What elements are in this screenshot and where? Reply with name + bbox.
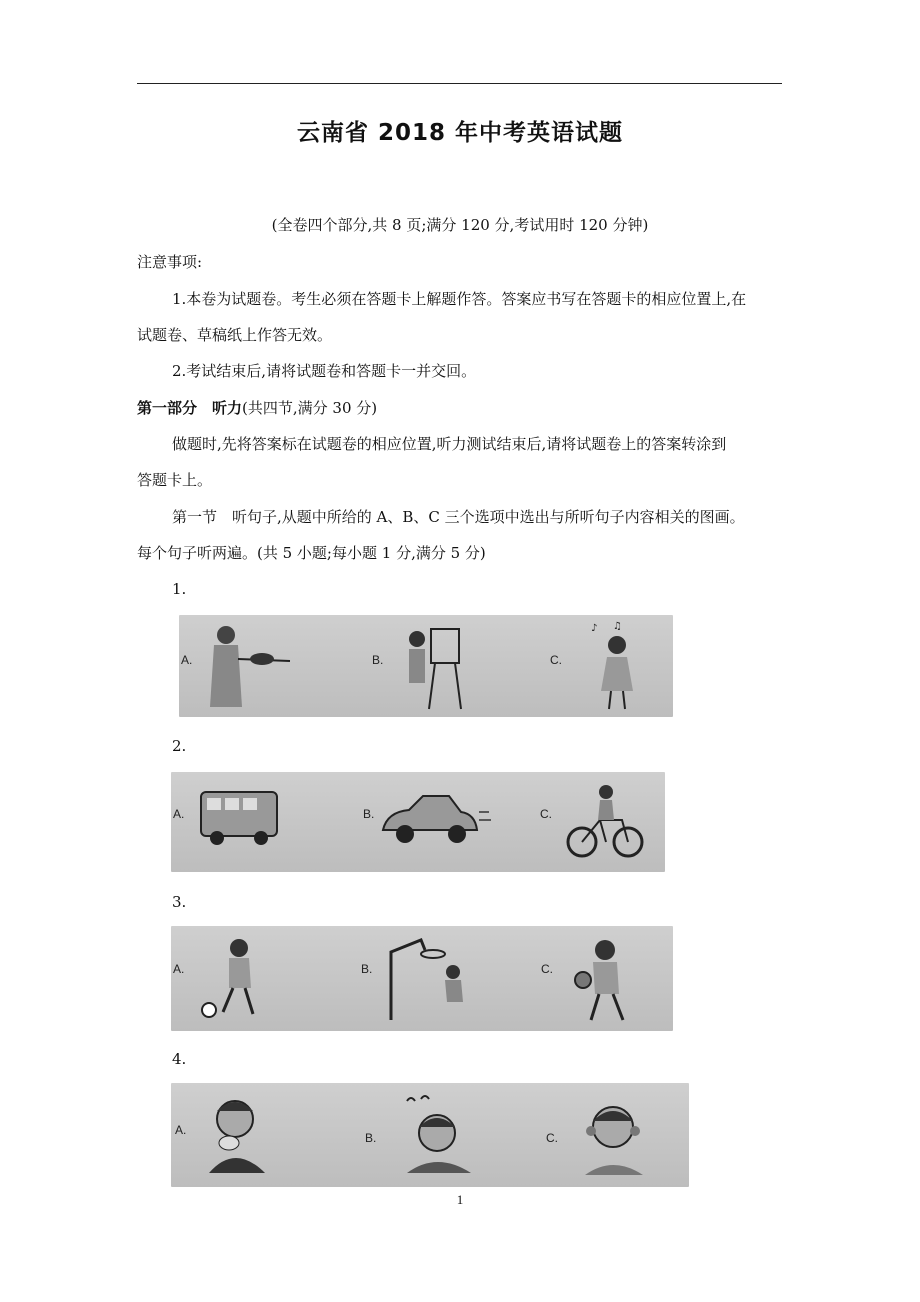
violin-girl-picture	[204, 621, 294, 713]
earache-boy-picture	[573, 1095, 653, 1177]
question-number: 1.	[172, 580, 187, 598]
section1-instructions-line-1: 第一节 听句子,从题中所给的 A、B、C 三个选项中选出与所听句子内容相关的图画。	[172, 508, 745, 526]
question-4-image-panel	[171, 1083, 689, 1187]
option-label: B.	[361, 962, 373, 976]
cough-boy-picture	[203, 1093, 273, 1175]
part1-instructions-line-2: 答题卡上。	[137, 471, 213, 489]
football-boy-picture	[199, 934, 265, 1026]
part1-score: (共四节,满分 30 分)	[242, 399, 378, 417]
exam-info: (全卷四个部分,共 8 页;满分 120 分,考试用时 120 分钟)	[271, 216, 649, 234]
option-label: A.	[181, 653, 193, 667]
question-number: 3.	[172, 893, 187, 911]
notice-item-1-line-1: 1.本卷为试题卷。考生必须在答题卡上解题作答。答案应书写在答题卡的相应位置上,在	[172, 290, 747, 308]
question-2-image-panel	[171, 772, 665, 872]
headache-man-picture	[397, 1093, 477, 1175]
notice-item-1-line-2: 试题卷、草稿纸上作答无效。	[137, 326, 333, 344]
option-label: A.	[173, 962, 185, 976]
painting-girl-picture	[403, 621, 463, 713]
option-label: A.	[175, 1123, 187, 1137]
bus-picture	[199, 788, 281, 848]
question-3-image-panel	[171, 926, 673, 1031]
svg-text:♪: ♪	[591, 623, 598, 634]
option-label: C.	[541, 962, 553, 976]
notice-heading: 注意事项:	[137, 253, 203, 271]
car-picture	[379, 792, 491, 852]
option-label: C.	[546, 1131, 558, 1145]
part1-instructions-line-1: 做题时,先将答案标在试题卷的相应位置,听力测试结束后,请将试题卷上的答案转涂到	[172, 435, 727, 453]
part1-heading-line	[137, 398, 377, 418]
ball-boy-picture	[571, 934, 651, 1028]
header-rule	[137, 83, 782, 84]
section1-instructions-line-2: 每个句子听两遍。(共 5 小题;每小题 1 分,满分 5 分)	[137, 544, 486, 562]
option-label: C.	[540, 807, 552, 821]
option-label: A.	[173, 807, 185, 821]
question-number: 2.	[172, 737, 187, 755]
basketball-boy-picture	[381, 932, 481, 1024]
part1-heading: 第一部分 听力	[137, 399, 243, 417]
page-number: 1	[456, 1192, 464, 1207]
svg-text:♫: ♫	[613, 621, 622, 632]
notice-item-2: 2.考试结束后,请将试题卷和答题卡一并交回。	[172, 362, 477, 380]
option-label: B.	[365, 1131, 377, 1145]
question-number: 4.	[172, 1050, 187, 1068]
bicycle-picture	[566, 780, 646, 862]
option-label: B.	[363, 807, 375, 821]
option-label: B.	[372, 653, 384, 667]
question-1-image-panel	[179, 615, 673, 717]
singing-girl-picture	[589, 619, 649, 713]
option-label: C.	[550, 653, 562, 667]
page-title: 云南省 2018 年中考英语试题	[296, 120, 624, 146]
